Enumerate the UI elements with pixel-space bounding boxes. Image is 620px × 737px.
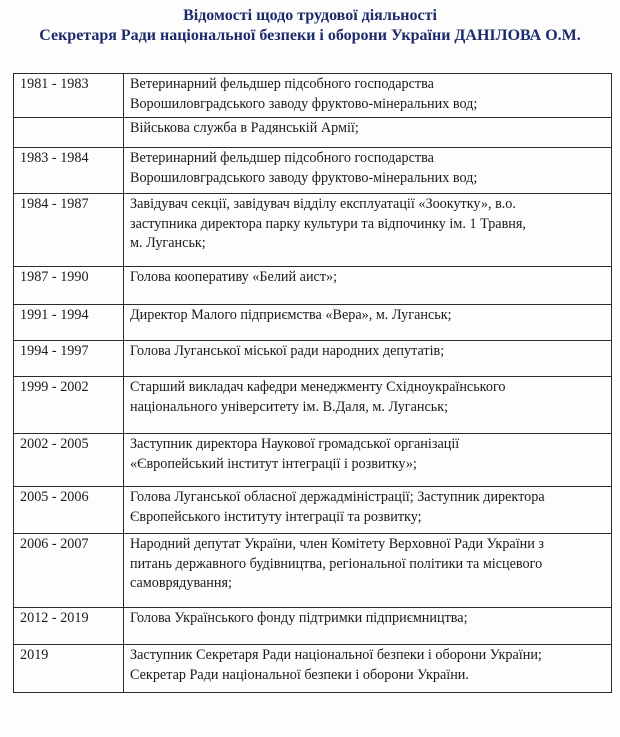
position-cell xyxy=(124,305,612,341)
period-cell: 1981 - 1983 xyxy=(14,74,124,118)
period-cell: 1999 - 2002 xyxy=(14,377,124,434)
period-cell: 1984 - 1987 xyxy=(14,194,124,267)
position-cell xyxy=(124,534,612,608)
position-cell xyxy=(124,487,612,534)
period-cell: 1994 - 1997 xyxy=(14,341,124,377)
period-cell: 1987 - 1990 xyxy=(14,267,124,305)
position-cell xyxy=(124,434,612,487)
position-cell xyxy=(124,377,612,434)
position-text-line: Ворошиловградського заводу фруктово-мінеральних вод; xyxy=(130,95,478,112)
period-cell: 2019 xyxy=(14,645,124,693)
position-cell xyxy=(124,74,612,118)
employment-table-body xyxy=(14,74,612,693)
table-row xyxy=(14,534,612,608)
period-cell: 2002 - 2005 xyxy=(14,434,124,487)
position-cell xyxy=(124,118,612,148)
document-title xyxy=(0,6,620,46)
table-row xyxy=(14,377,612,434)
position-text-line: Військова служба в Радянській Армії; xyxy=(130,120,359,136)
position-text-line: Голова Луганської обласної держадміністрації; Заступник директора xyxy=(130,489,545,505)
position-cell xyxy=(124,341,612,377)
title-line-2: Секретаря Ради національної безпеки і оборони України ДАНІЛОВА О.М. xyxy=(39,27,581,44)
position-text-line: заступника директора парку культури та відпочинку ім. 1 Травня, xyxy=(130,215,526,232)
position-text-line: Секретар Ради національної безпеки і оборони України. xyxy=(130,666,469,683)
table-row xyxy=(14,487,612,534)
title-line-1: Відомості щодо трудової діяльності xyxy=(183,7,437,24)
table-row xyxy=(14,194,612,267)
table-row xyxy=(14,645,612,693)
position-text-line: Ворошиловградського заводу фруктово-мінеральних вод; xyxy=(130,169,478,186)
period-cell xyxy=(14,118,124,148)
table-row xyxy=(14,148,612,194)
position-text-line: м. Луганськ; xyxy=(130,235,206,251)
position-text-line: Голова Українського фонду підтримки підприємництва; xyxy=(130,610,468,626)
period-cell: 1983 - 1984 xyxy=(14,148,124,194)
position-text-line: Ветеринарний фельдшер підсобного господарства xyxy=(130,76,434,92)
period-cell: 2012 - 2019 xyxy=(14,608,124,645)
position-text-line: Старший викладач кафедри менеджменту Східноукраїнського xyxy=(130,379,506,395)
position-cell xyxy=(124,267,612,305)
position-text-line: Заступник директора Наукової громадської організації xyxy=(130,436,460,452)
position-text-line: національного університету ім. В.Даля, м. Луганськ; xyxy=(130,398,449,415)
position-text-line: Голова кооперативу «Белий аист»; xyxy=(130,269,338,285)
period-cell: 2005 - 2006 xyxy=(14,487,124,534)
position-text-line: самоврядування; xyxy=(130,575,232,591)
position-text-line: Голова Луганської міської ради народних депутатів; xyxy=(130,343,445,359)
table-row xyxy=(14,305,612,341)
position-text-line: Завідувач секції, завідувач відділу експлуатації «Зоокутку», в.о. xyxy=(130,196,516,212)
position-text-line: Заступник Секретаря Ради національної безпеки і оборони України; xyxy=(130,647,542,663)
position-text-line: Ветеринарний фельдшер підсобного господарства xyxy=(130,150,434,166)
position-text-line: Директор Малого підприємства «Вера», м. Луганськ; xyxy=(130,307,452,323)
period-cell: 2006 - 2007 xyxy=(14,534,124,608)
position-cell xyxy=(124,148,612,194)
table-row xyxy=(14,74,612,118)
position-cell xyxy=(124,645,612,693)
position-cell xyxy=(124,194,612,267)
table-row xyxy=(14,434,612,487)
position-text-line: «Європейський інститут інтеграції і розвитку»; xyxy=(130,455,417,472)
position-text-line: Народний депутат України, член Комітету Верховної Ради України з xyxy=(130,536,544,552)
position-text-line: питань державного будівництва, регіональної політики та місцевого xyxy=(130,555,543,572)
employment-table xyxy=(13,73,612,693)
table-row xyxy=(14,267,612,305)
period-cell: 1991 - 1994 xyxy=(14,305,124,341)
table-row xyxy=(14,118,612,148)
table-row xyxy=(14,608,612,645)
position-text-line: Європейського інституту інтеграції та розвитку; xyxy=(130,508,422,525)
position-cell xyxy=(124,608,612,645)
table-row xyxy=(14,341,612,377)
